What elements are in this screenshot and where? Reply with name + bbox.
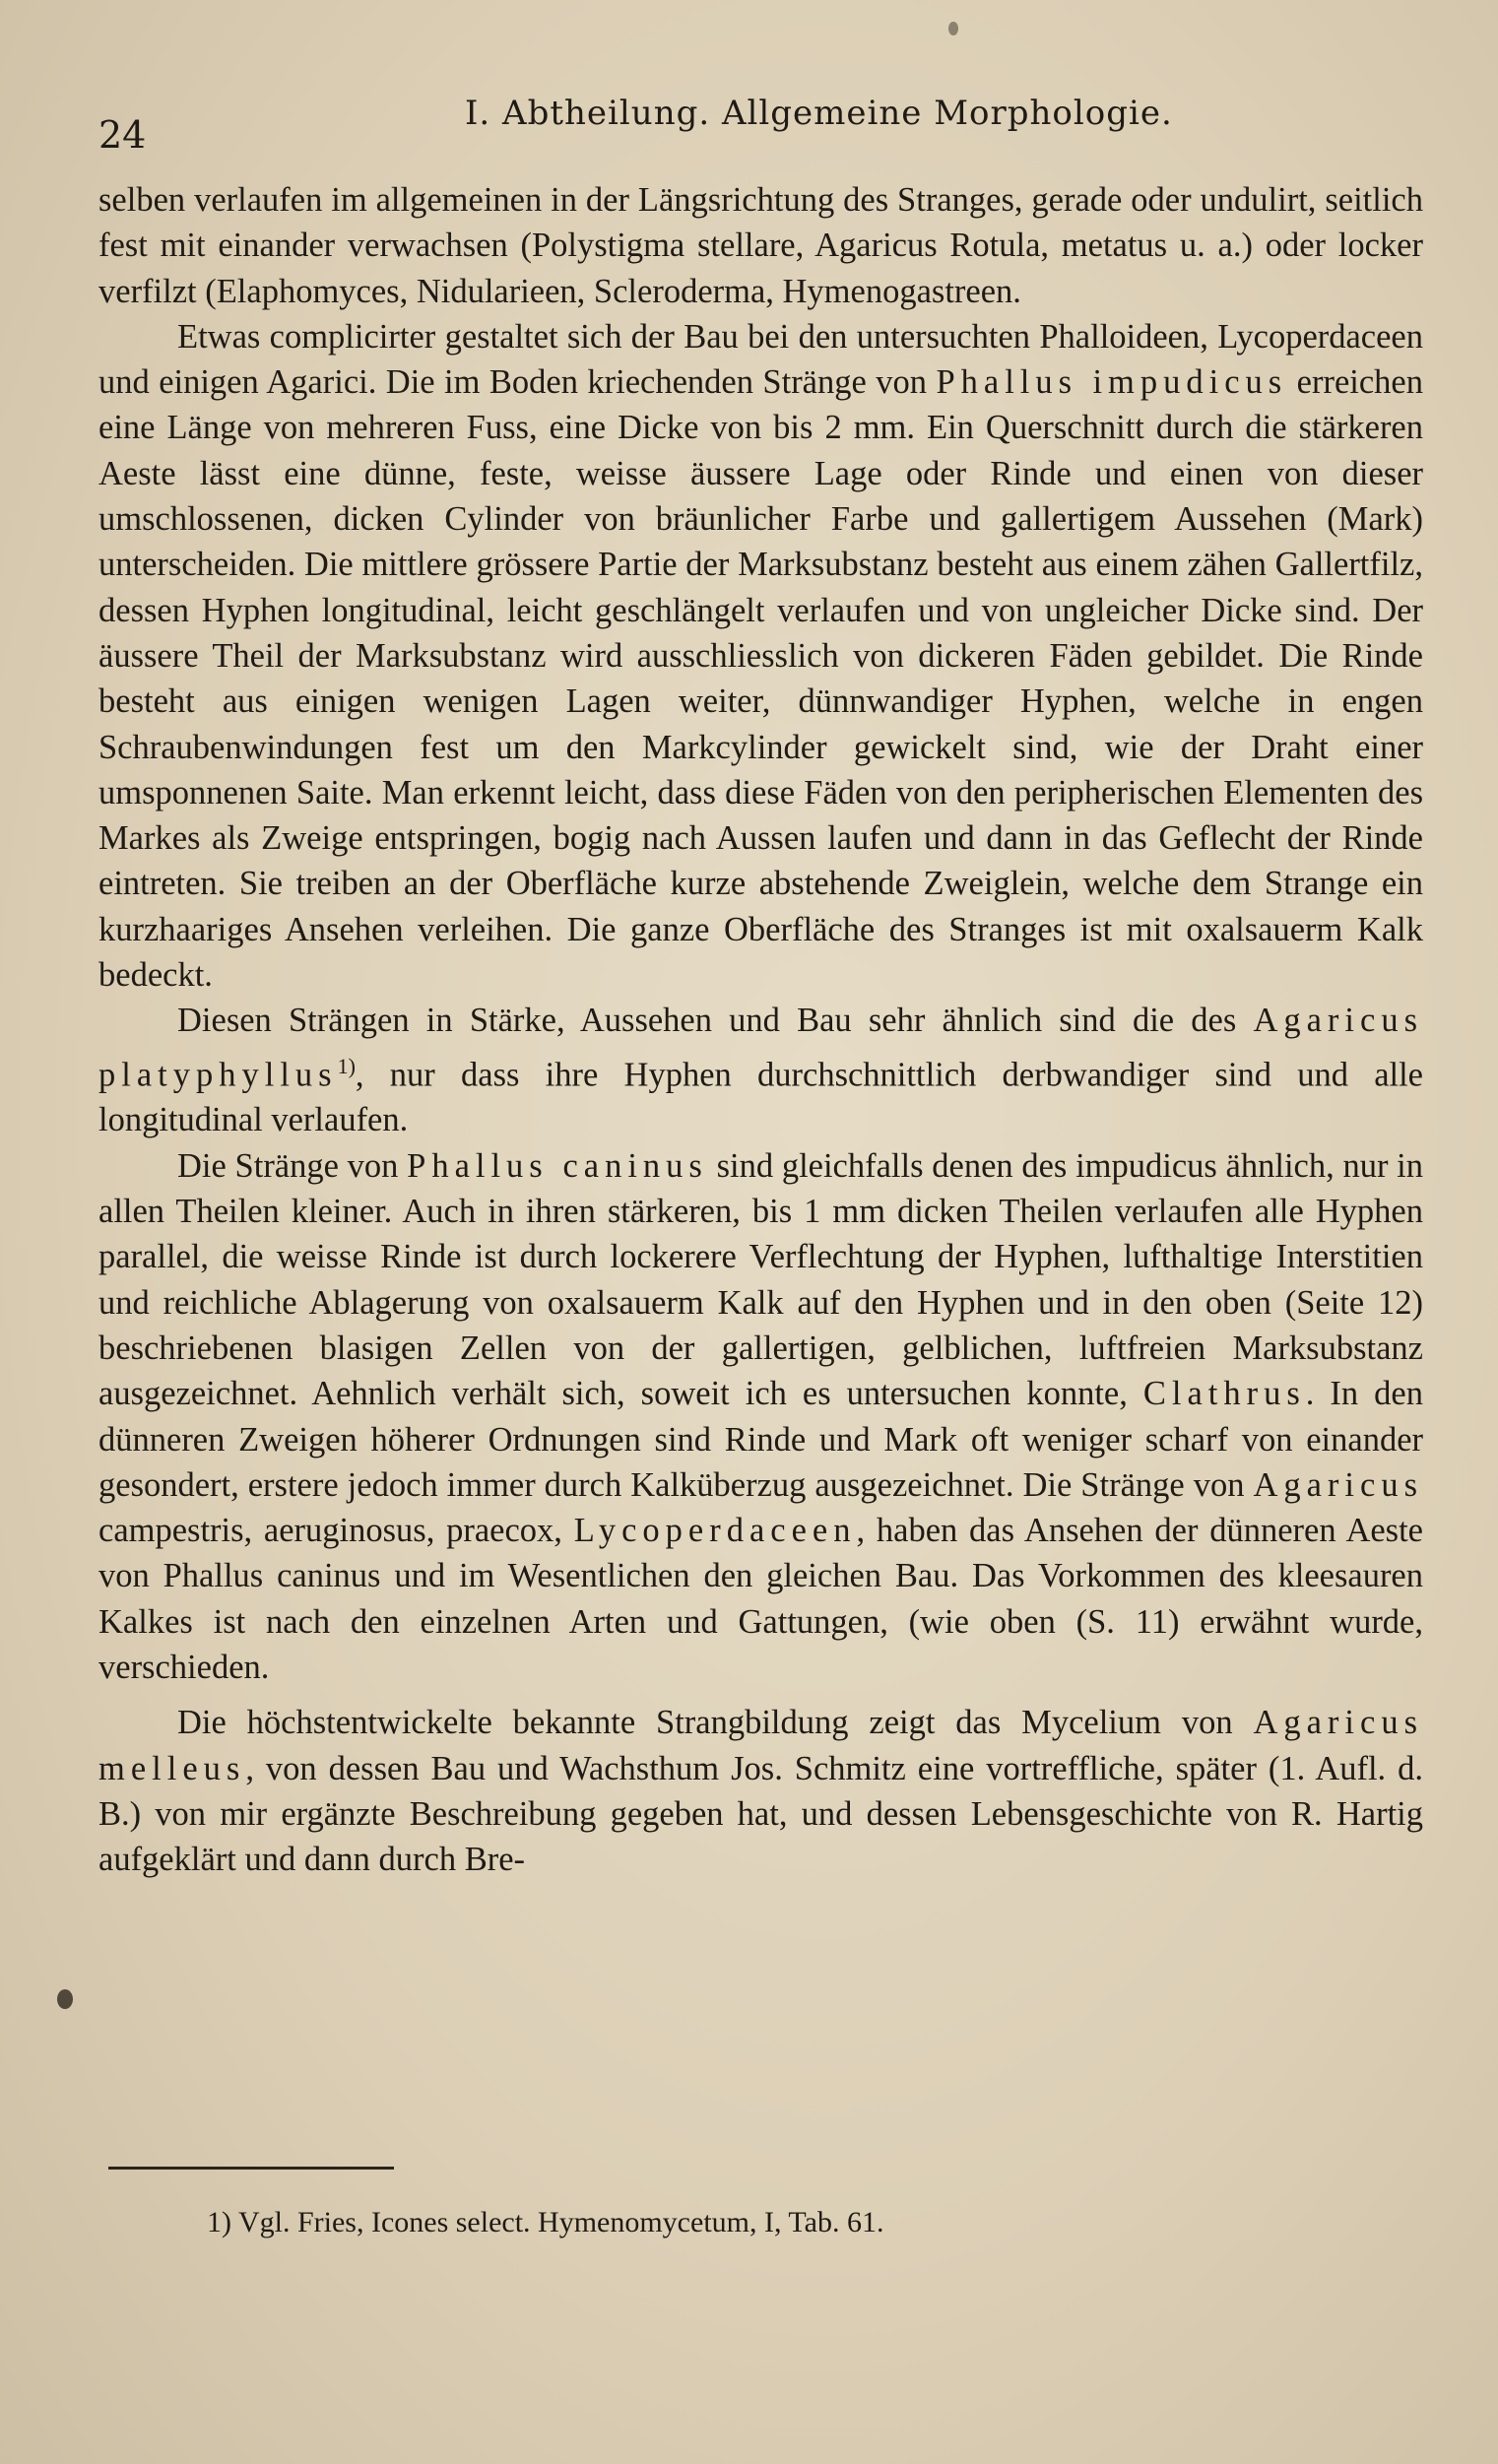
paragraph-3: Diesen Strängen in Stärke, Aussehen und Bau sehr ähnlich sind die des Agaricus platyphyllus$^{1)}$, nur dass ihre Hyphen durchschnittlich derbwandiger sind und alle longitudinal verlaufen. — [98, 1002, 1423, 1139]
spaced-name: Agaricus platyphyllus — [98, 1002, 1423, 1094]
spaced-name: Agaricus melleus — [98, 1704, 1423, 1787]
ink-spot — [57, 1989, 73, 2009]
paragraph-5: Die höchstentwickelte bekannte Strangbildung zeigt das Mycelium von Agaricus melleus, von dessen Bau und Wachsthum Jos. Schmitz eine vortreffliche, später (1. Aufl. d. B.) von mir ergänzte Beschreibung gegeben hat, und dessen Lebensgeschichte von R. Hartig aufgeklärt und dann durch Bre- — [98, 1704, 1423, 1879]
spaced-name: Agaricus — [1253, 1465, 1423, 1504]
footnote: 1) Vgl. Fries, Icones select. Hymenomycetum, I, Tab. 61. — [207, 2206, 884, 2238]
spaced-name: Phallus impudicus — [936, 363, 1288, 402]
spaced-name: Lycoperdaceen — [573, 1512, 857, 1550]
paragraph-1: selben verlaufen im allgemeinen in der Längsrichtung des Stranges, gerade oder undulirt, seitlich fest mit einander verwachsen (Polystigma stellare, Agaricus Rotula, metatus u. a.) oder locker verfilzt (Elaphomyces, Nidularieen, Scleroderma, Hymenogastreen. — [98, 181, 1423, 310]
page-number: 24 — [98, 113, 147, 157]
footnote-ref: 1) — [337, 1053, 356, 1078]
running-title: I. Abtheilung. Allgemeine Morphologie. — [465, 94, 1173, 133]
ink-spot — [948, 22, 958, 35]
paragraph-2: Etwas complicirter gestaltet sich der Bau bei den untersuchten Phalloideen, Lycoperdaceen und einigen Agarici. Die im Boden kriechenden Stränge von Phallus impudicus erreichen eine Länge von mehreren Fuss, eine Dicke von bis 2 mm. Ein Querschnitt durch die stärkeren Aeste lässt eine dünne, feste, weisse äussere Lage oder Rinde und einen von dieser umschlossenen, dicken Cylinder von bräunlicher Farbe und gallertigem Aussehen (Mark) unterscheiden. Die mittlere grössere Partie der Marksubstanz besteht aus einem zähen Gallertfilz, dessen Hyphen longitudinal, leicht geschlängelt verlaufen und von ungleicher Dicke sind. Der äussere Theil der Marksubstanz wird ausschliesslich von dickeren Fäden gebildet. Die Rinde besteht aus einigen wenigen Lagen weiter, dünnwandiger Hyphen, welche in engen Schraubenwindungen fest um den Markcylinder gewickelt sind, wie der Draht einer umsponnenen Saite. Man erkennt leicht, dass diese Fäden von den peripherischen Elementen des Markes als Zweige entspringen, bogig nach Aussen laufen und dann in das Geflecht der Rinde eintreten. Sie treiben an der Oberfläche kurze abstehende Zweiglein, welche dem Strange ein kurzhaariges Ansehen verleihen. Die ganze Oberfläche des Stranges ist mit oxalsauerm Kalk bedeckt. — [98, 317, 1423, 995]
spaced-name: Clathrus — [1142, 1375, 1306, 1413]
running-head — [98, 94, 1390, 157]
body-text — [98, 177, 1423, 1882]
spaced-name: Phallus caninus — [407, 1146, 708, 1185]
footnote-divider — [108, 2167, 394, 2170]
paragraph-4: Die Stränge von Phallus caninus sind gleichfalls denen des impudicus ähnlich, nur in allen Theilen kleiner. Auch in ihren stärkeren, bis 1 mm dicken Theilen verlaufen alle Hyphen parallel, die weisse Rinde ist durch lockerere Verflechtung der Hyphen, lufthaltige Interstitien und reichliche Ablagerung von oxalsauerm Kalk auf den Hyphen und in den oben (Seite 12) beschriebenen blasigen Zellen von der gallertigen, gelblichen, luftfreien Marksubstanz ausgezeichnet. Aehnlich verhält sich, soweit ich es untersuchen konnte, Clathrus. In den dünneren Zweigen höherer Ordnungen sind Rinde und Mark oft weniger scharf von einander gesondert, erstere jedoch immer durch Kalküberzug ausgezeichnet. Die Stränge von Agaricus campestris, aeruginosus, praecox, Lycoperdaceen, haben das Ansehen der dünneren Aeste von Phallus caninus und im Wesentlichen den gleichen Bau. Das Vorkommen des kleesauren Kalkes ist nach den einzelnen Arten und Gattungen, (wie oben (S. 11) erwähnt wurde, verschieden. — [98, 1146, 1424, 1686]
